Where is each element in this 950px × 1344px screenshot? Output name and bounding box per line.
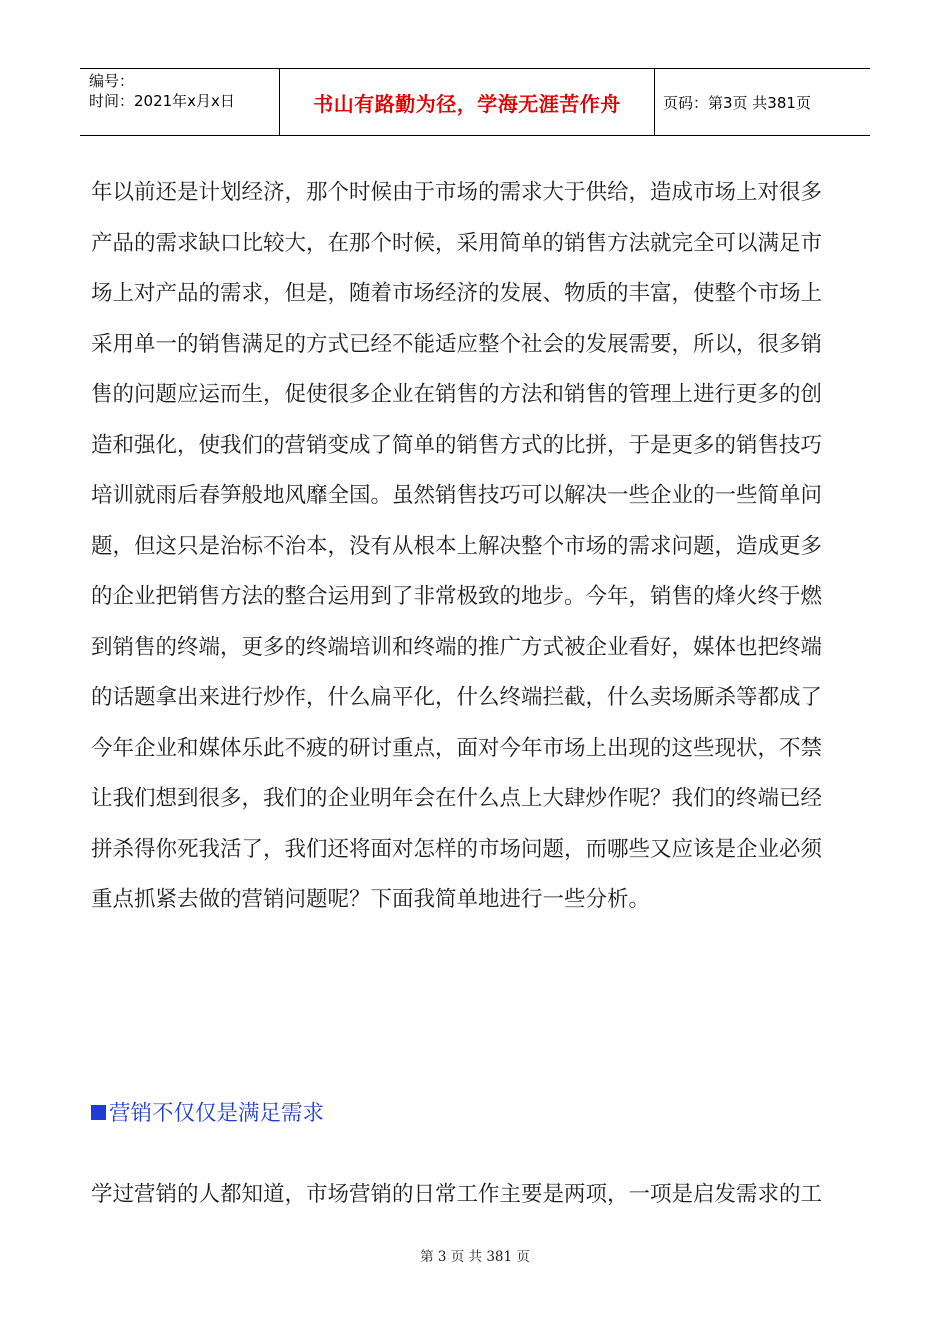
header-meta (80, 69, 280, 135)
body-line: 到销售的终端，更多的终端培训和终端的推广方式被企业看好，媒体也把终端 (91, 634, 823, 660)
body-line: 的话题拿出来进行炒作，什么扁平化，什么终端拦截，什么卖场厮杀等都成了 (91, 685, 823, 710)
page-header (80, 68, 870, 136)
body-line: 造和强化，使我们的营销变成了简单的销售方式的比拼，于是更多的销售技巧 (91, 432, 823, 458)
body-line: 培训就雨后春笋般地风靡全国。虽然销售技巧可以解决一些企业的一些简单问 (91, 483, 823, 508)
section-paragraph: 学过营销的人都知道，市场营销的日常工作主要是两项，一项是启发需求的工 (91, 1182, 823, 1207)
body-line: 售的问题应运而生，促使很多企业在销售的方法和销售的管理上进行更多的创 (91, 382, 823, 407)
page-footer: 第 3 页 共 381 页 (420, 1249, 530, 1265)
document-number-label: 编号： (89, 72, 135, 90)
section-heading-text: 营销不仅仅是满足需求 (109, 1101, 325, 1126)
section-heading (91, 1098, 324, 1130)
document-date-label: 时间：2021年x月x日 (89, 92, 235, 110)
body-line: 重点抓紧去做的营销问题呢？下面我简单地进行一些分析。 (91, 887, 651, 912)
body-line: 题，但这只是治标不治本，没有从根本上解决整个市场的需求问题，造成更多 (91, 533, 823, 559)
body-line: 的企业把销售方法的整合运用到了非常极致的地步。今年，销售的烽火终于燃 (91, 584, 823, 609)
body-line: 今年企业和媒体乐此不疲的研讨重点，面对今年市场上出现的这些现状，不禁 (91, 735, 823, 761)
body-line: 产品的需求缺口比较大，在那个时候，采用简单的销售方法就完全可以满足市 (91, 230, 823, 256)
header-motto: 书山有路勤为径，学海无涯苦作舟 (280, 69, 655, 135)
body-paragraph (91, 168, 853, 926)
body-line: 采用单一的销售满足的方式已经不能适应整个社会的发展需要，所以，很多销 (91, 331, 823, 357)
square-bullet-icon (91, 1105, 106, 1120)
body-line: 场上对产品的需求，但是，随着市场经济的发展、物质的丰富，使整个市场上 (91, 281, 823, 306)
body-line: 年以前还是计划经济，那个时候由于市场的需求大于供给，造成市场上对很多 (91, 180, 823, 205)
body-line: 让我们想到很多，我们的企业明年会在什么点上大肆炒作呢？我们的终端已经 (91, 786, 823, 811)
body-line: 拼杀得你死我活了，我们还将面对怎样的市场问题，而哪些又应该是企业必须 (91, 836, 823, 862)
header-page-info: 页码：第3页 共381页 (663, 93, 811, 112)
